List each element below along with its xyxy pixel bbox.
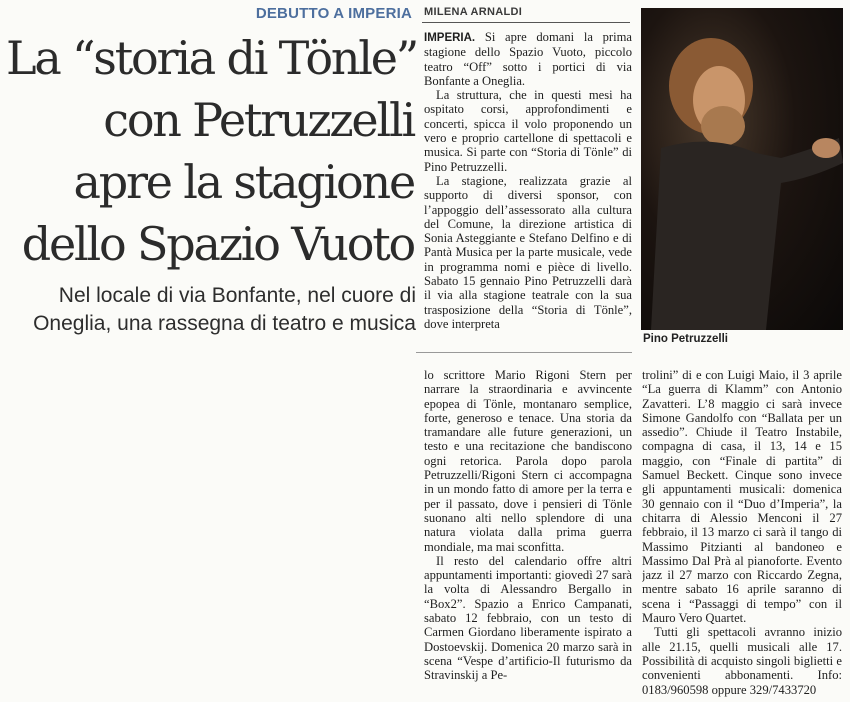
headline-line: La “storia di Tönle” [6, 31, 418, 85]
article-paragraph: La stagione, realizzata grazie al supporto di diversi sponsor, con l’appoggio dell’assessorato alla cultura del Comune, la direzione artistica di Sonia Asteggiante e Stefano Delfino e di Pantà Musica per la parte musicale, vede in programma nomi e pièce di livello. Sabato 15 gennaio Pino Petruzzelli darà il via alla stagione teatrale con la sua trasposizione della “Storia di Tönle”, dove interpreta [424, 173, 632, 331]
headline-line: apre la stagione [73, 155, 414, 209]
headline-line: con Petruzzelli [103, 93, 414, 147]
article-paragraph: trolini” di e con Luigi Maio, il 3 aprile “La guerra di Klamm” con Antonio Zavatteri. L’8 maggio ci sarà invece Simone Gandolfo con “Ballata per un assedio”. Chiude il Teatro Instabile, compagna di casa, il 13, 14 e 15 maggio, con “Finale di partita” di Samuel Beckett. Cinque sono invece gli appuntamenti musicali: domenica 30 gennaio con il “Duo d’Imperia”, la chitarra di Alessio Menconi il 27 febbraio, il 13 marzo ci sarà il tango di Massimo Pitzianti al bandoneo e Massimo Dal Prà al pianoforte. Evento jazz il 27 marzo con Riccardo Zegna, mentre sabato 16 aprile saranno di scena i “Passaggi di tempo” con il Mauro Vero Quartet. [642, 368, 842, 626]
byline-rule [422, 22, 630, 23]
article-photo [641, 8, 843, 330]
article-paragraph: lo scrittore Mario Rigoni Stern per narrare la straordinaria e avvincente epopea di Tönle, montanaro semplice, forte, generoso e tenace. Una storia da tramandare alle future generazioni, un testo e una recitazione che bandiscono ogni retorica. Parola dopo parola Petruzzelli/Rigoni Stern ci accompagna in un mondo fatto di amore per la terra e per il passato, dove i pensieri di Tönle suonano alti nello splendore di una natura violata dalla prima guerra mondiale, ma mai sconfitta. [424, 368, 632, 554]
column-divider [416, 352, 632, 353]
article-column-1 [424, 30, 632, 350]
article-byline: MILENA ARNALDI [424, 6, 523, 18]
photo-beard [701, 106, 745, 146]
article-kicker: DEBUTTO A IMPERIA [255, 5, 412, 22]
article-column-3 [642, 368, 842, 702]
article-subhead [6, 282, 416, 338]
article-dateline: IMPERIA. [424, 32, 476, 44]
headline-line: dello Spazio Vuoto [21, 217, 414, 271]
article-paragraph: Il resto del calendario offre altri appuntamenti importanti: giovedì 27 sarà la volta di Alessandro Bergallo in “Box2”. Spazio a Enrico Campanati, sabato 12 febbraio, con un testo di Carmen Giordano liberamente ispirato a Dostoevskij. Domenica 20 marzo sarà in scena “Vespe d’artificio-Il futurismo da Stravinskij a Pe- [424, 553, 632, 683]
article-paragraph: La struttura, che in questi mesi ha ospitato corsi, approfondimenti e concerti, spicca il volo proponendo un vero e proprio cartellone di spettacoli e musica. Si parte con “Storia di Tönle” di Pino Petruzzelli. [424, 88, 632, 174]
paragraph-text: Si apre domani la prima stagione dello Spazio Vuoto, piccolo teatro “Off” sotto i portici di via Bonfante a Oneglia. [424, 30, 632, 88]
photo-caption: Pino Petruzzelli [643, 333, 728, 345]
article-paragraph [424, 30, 632, 88]
photo-illustration [641, 8, 843, 330]
subhead-line: Nel locale di via Bonfante, nel cuore di [58, 284, 416, 307]
article-headline [6, 27, 418, 275]
article-column-2 [424, 368, 632, 702]
photo-hand [812, 138, 840, 158]
subhead-line: Oneglia, una rassegna di teatro e musica [33, 312, 416, 335]
photo-body [651, 138, 843, 330]
article-paragraph: Tutti gli spettacoli avranno inizio alle 21.15, quelli musicali alle 17. Possibilità di acquisto singoli biglietti e convenienti abbonamenti. Info: 0183/960598 oppure 329/7433720 [642, 625, 842, 697]
